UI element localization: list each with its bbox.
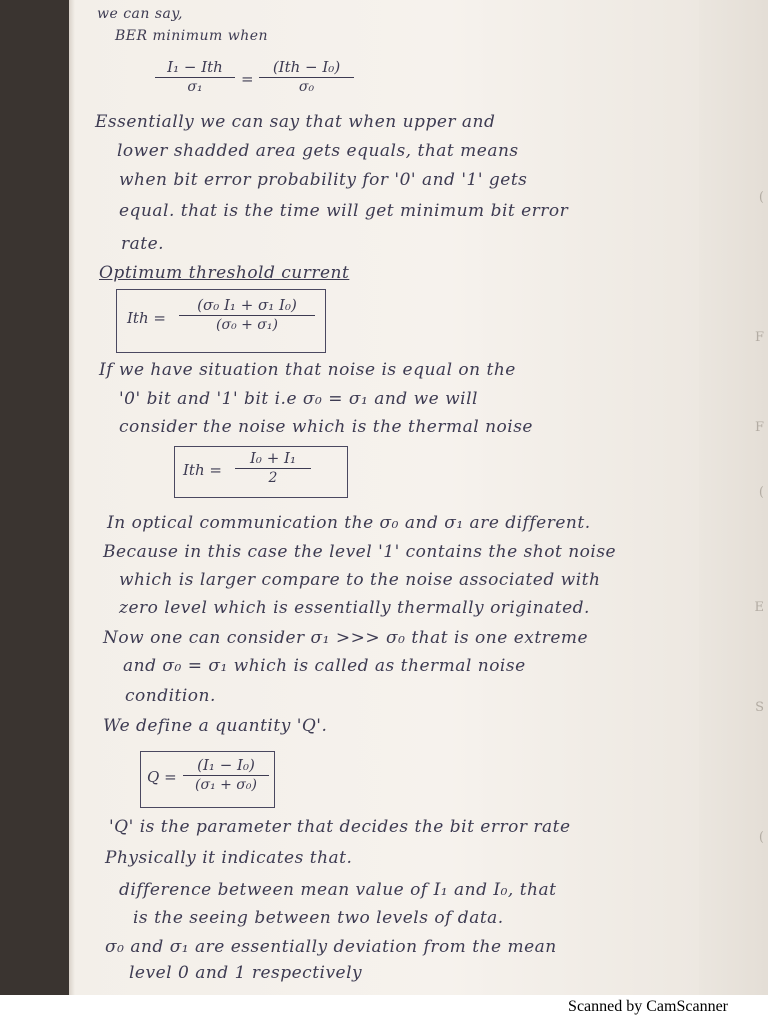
text-line: when bit error probability for '0' and '1' gets <box>119 170 528 190</box>
text-line: Now one can consider σ₁ >>> σ₀ that is one extreme <box>103 628 589 648</box>
text-line: If we have situation that noise is equal on the <box>99 360 516 380</box>
text-line: In optical communication the σ₀ and σ₁ are different. <box>107 513 591 533</box>
text-line: is the seeing between two levels of data. <box>133 908 504 928</box>
ber-fraction-left: I₁ − Ith σ₁ <box>155 58 235 95</box>
text-line: Because in this case the level '1' contains the shot noise <box>103 542 617 562</box>
section-heading: Optimum threshold current <box>99 263 350 283</box>
text-line: zero level which is essentially thermally originated. <box>119 598 590 618</box>
ith-equation-box: Ith = (σ₀ I₁ + σ₁ I₀) (σ₀ + σ₁) <box>116 289 326 353</box>
q-equation-box: Q = (I₁ − I₀) (σ₁ + σ₀) <box>140 751 275 808</box>
text-line: equal. that is the time will get minimum bit error <box>119 201 569 221</box>
text-line: BER minimum when <box>115 28 269 44</box>
text-line: 'Q' is the parameter that decides the bit error rate <box>109 817 571 837</box>
notebook-page <box>69 0 699 995</box>
text-line: difference between mean value of I₁ and I₀, that <box>119 880 557 900</box>
text-line: and σ₀ = σ₁ which is called as thermal noise <box>123 656 526 676</box>
footer <box>0 995 768 1024</box>
text-line: condition. <box>125 686 216 706</box>
text-line: rate. <box>121 234 165 254</box>
text-line: level 0 and 1 respectively <box>129 963 363 983</box>
edge-mark: E <box>754 600 764 615</box>
edge-mark: F <box>754 330 764 345</box>
ber-fraction-right: (Ith − I₀) σ₀ <box>259 58 354 95</box>
text-line: consider the noise which is the thermal noise <box>119 417 533 437</box>
edge-mark: ( <box>758 830 764 845</box>
text-line: Physically it indicates that. <box>105 848 353 868</box>
edge-mark: S <box>755 700 764 715</box>
scanner-watermark: Scanned by CamScanner <box>568 998 728 1015</box>
text-line: lower shadded area gets equals, that means <box>117 141 519 161</box>
adjacent-page-edge <box>699 0 768 995</box>
edge-mark: ( <box>758 190 764 205</box>
edge-mark: ( <box>758 485 764 500</box>
ber-equals: = <box>241 70 254 88</box>
ith-equal-noise-box: Ith = I₀ + I₁ 2 <box>174 446 348 498</box>
text-line: we can say, <box>97 6 183 22</box>
page-fold-shadow <box>69 0 75 995</box>
edge-mark: F <box>754 420 764 435</box>
text-line: Essentially we can say that when upper and <box>95 112 496 132</box>
text-line: σ₀ and σ₁ are essentially deviation from the mean <box>105 937 557 957</box>
text-line: '0' bit and '1' bit i.e σ₀ = σ₁ and we will <box>119 389 478 409</box>
text-line: We define a quantity 'Q'. <box>103 716 328 736</box>
text-line: which is larger compare to the noise associated with <box>119 570 601 590</box>
